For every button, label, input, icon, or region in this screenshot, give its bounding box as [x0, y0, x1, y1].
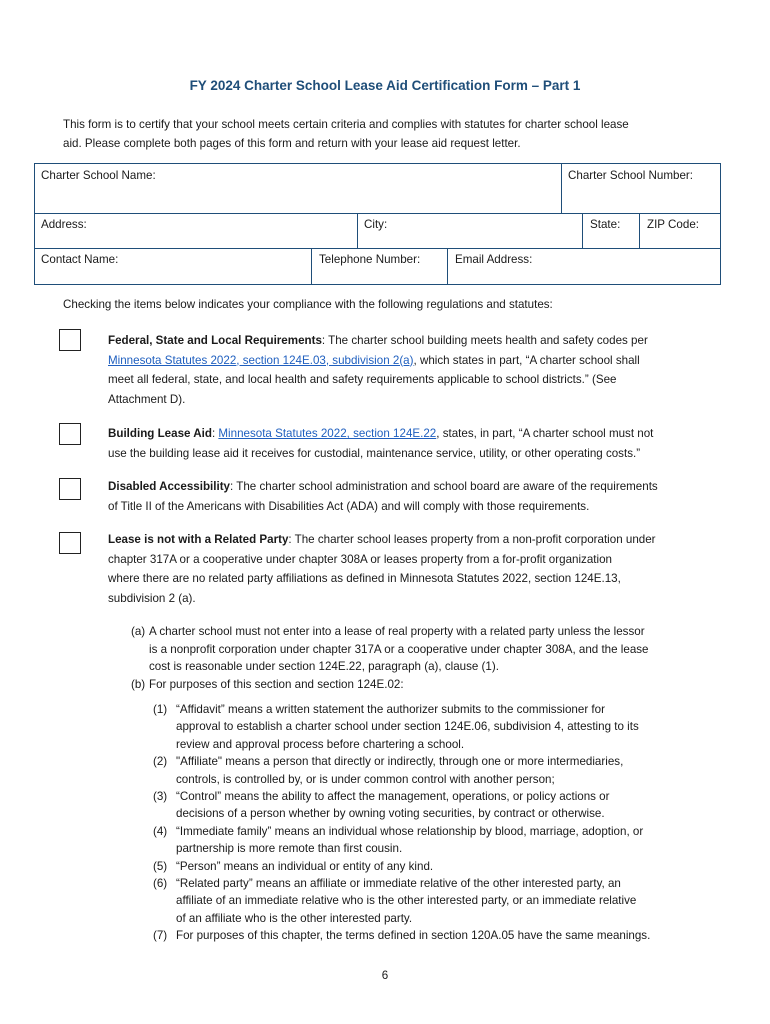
definition-number: (6): [153, 877, 168, 890]
clause-text: For purposes of this section and section 124E.02:: [149, 678, 404, 691]
email-label: Email Address:: [455, 253, 533, 266]
city-label: City:: [364, 218, 388, 231]
item-text: of Title II of the Americans with Disabilities Act (ADA) and will comply with those requirements.: [108, 499, 590, 513]
definition-text: review and approval process before chartering a school.: [176, 737, 465, 751]
definition-number: (7): [153, 929, 168, 943]
clause-text: cost is reasonable under section 124E.22, paragraph (a), clause (1).: [149, 660, 499, 674]
checkbox-disabled-accessibility[interactable]: [59, 478, 81, 500]
definition-text: “Person” means an individual or entity of any kind.: [176, 859, 434, 873]
clause-marker: (b): [131, 678, 146, 691]
statute-link-124e03[interactable]: Minnesota Statutes 2022, section 124E.03, subdivision 2(a): [108, 353, 414, 367]
definition-text: “Related party” means an affiliate or immediate relative of the other interested party, an: [176, 877, 621, 890]
statute-link-124e22[interactable]: Minnesota Statutes 2022, section 124E.22: [218, 427, 437, 440]
city-field[interactable]: [357, 213, 583, 249]
item-text: where there are no related party affiliations as defined in Minnesota Statutes 2022, section 124E.13,: [108, 572, 621, 586]
item-text: subdivision 2 (a).: [108, 591, 196, 605]
item-text: : The charter school administration and school board are aware of the requirements: [230, 480, 658, 493]
definition-text: approval to establish a charter school under section 124E.06, subdivision 4, attesting to its: [176, 720, 639, 734]
definition-text: For purposes of this chapter, the terms defined in section 120A.05 have the same meanings.: [176, 929, 651, 943]
intro-line: aid. Please complete both pages of this form and return with your lease aid request letter.: [63, 137, 521, 150]
definition-number: (3): [153, 790, 168, 803]
definition-text: decisions of a person whether by owning voting securities, by contract or otherwise.: [176, 807, 605, 821]
item-text: chapter 317A or a cooperative under chapter 308A or leases property from a for-profit organization: [108, 552, 612, 566]
school-name-label: Charter School Name:: [41, 169, 156, 182]
statute-clause-b: [131, 676, 731, 694]
clause-text: is a nonprofit corporation under chapter 317A or a cooperative under chapter 308A, and the lease: [149, 642, 649, 656]
checkbox-related-party[interactable]: [59, 532, 81, 554]
definitions-list: [153, 701, 713, 951]
item-text: , which states in part, “A charter school shall: [413, 353, 640, 367]
zip-label: ZIP Code:: [647, 218, 699, 231]
checkbox-federal-state-local[interactable]: [59, 329, 81, 351]
form-title: FY 2024 Charter School Lease Aid Certification Form – Part 1: [189, 78, 581, 93]
school-number-label: Charter School Number:: [568, 169, 694, 182]
definition-text: affiliate of an immediate relative who is the other interested party, or an immediate relative: [176, 894, 637, 908]
item-text: Attachment D).: [108, 392, 186, 406]
definition-text: “Control” means the ability to affect the management, operations, or policy actions or: [176, 790, 610, 803]
item-heading: Lease is not with a Related Party: [108, 533, 289, 546]
item-federal-state-local: [108, 331, 713, 409]
contact-name-label: Contact Name:: [41, 253, 119, 266]
item-text: meet all federal, state, and local health and safety requirements applicable to school districts.” (See: [108, 373, 617, 387]
clause-text: A charter school must not enter into a lease of real property with a related party unless the lessor: [149, 625, 645, 638]
definition-number: (5): [153, 859, 168, 873]
item-building-lease-aid: [108, 424, 713, 463]
definition-text: partnership is more remote than first cousin.: [176, 842, 403, 856]
definition-text: "Affiliate" means a person that directly or indirectly, through one or more intermediaries,: [176, 755, 624, 769]
statute-clause-a: [131, 623, 731, 677]
address-label: Address:: [41, 218, 87, 231]
intro-paragraph: [63, 115, 713, 153]
item-disabled-accessibility: [108, 477, 713, 516]
item-text: , states, in part, “A charter school must not: [436, 427, 654, 440]
intro-line: This form is to certify that your school meets certain criteria and complies with statutes for charter school lease: [63, 118, 629, 131]
definition-text: controls, is controlled by, or is under common control with another person;: [176, 772, 555, 786]
item-text: use the building lease aid it receives for custodial, maintenance service, utility, or other operating costs.”: [108, 446, 641, 460]
telephone-label: Telephone Number:: [319, 253, 421, 266]
item-text: : The charter school leases property from a non-profit corporation under: [288, 533, 656, 546]
item-text: :: [211, 427, 219, 440]
definition-number: (2): [153, 755, 168, 769]
definition-number: (4): [153, 824, 168, 838]
definition-number: (1): [153, 703, 168, 716]
item-heading: Building Lease Aid: [108, 427, 212, 440]
item-related-party: [108, 530, 713, 608]
definition-text: “Affidavit” means a written statement the authorizer submits to the commissioner for: [176, 703, 605, 716]
item-heading: Federal, State and Local Requirements: [108, 334, 322, 347]
definition-text: of an affiliate who is the other interested party.: [176, 911, 413, 925]
checkbox-building-lease-aid[interactable]: [59, 423, 81, 445]
item-text: : The charter school building meets health and safety codes per: [321, 334, 648, 347]
checking-instructions: Checking the items below indicates your compliance with the following regulations and statutes:: [63, 298, 553, 311]
item-heading: Disabled Accessibility: [108, 480, 231, 493]
page-number: 6: [381, 969, 389, 982]
state-label: State:: [590, 218, 621, 231]
clause-marker: (a): [131, 625, 146, 638]
definition-text: “Immediate family” means an individual whose relationship by blood, marriage, adoption, or: [176, 824, 644, 838]
